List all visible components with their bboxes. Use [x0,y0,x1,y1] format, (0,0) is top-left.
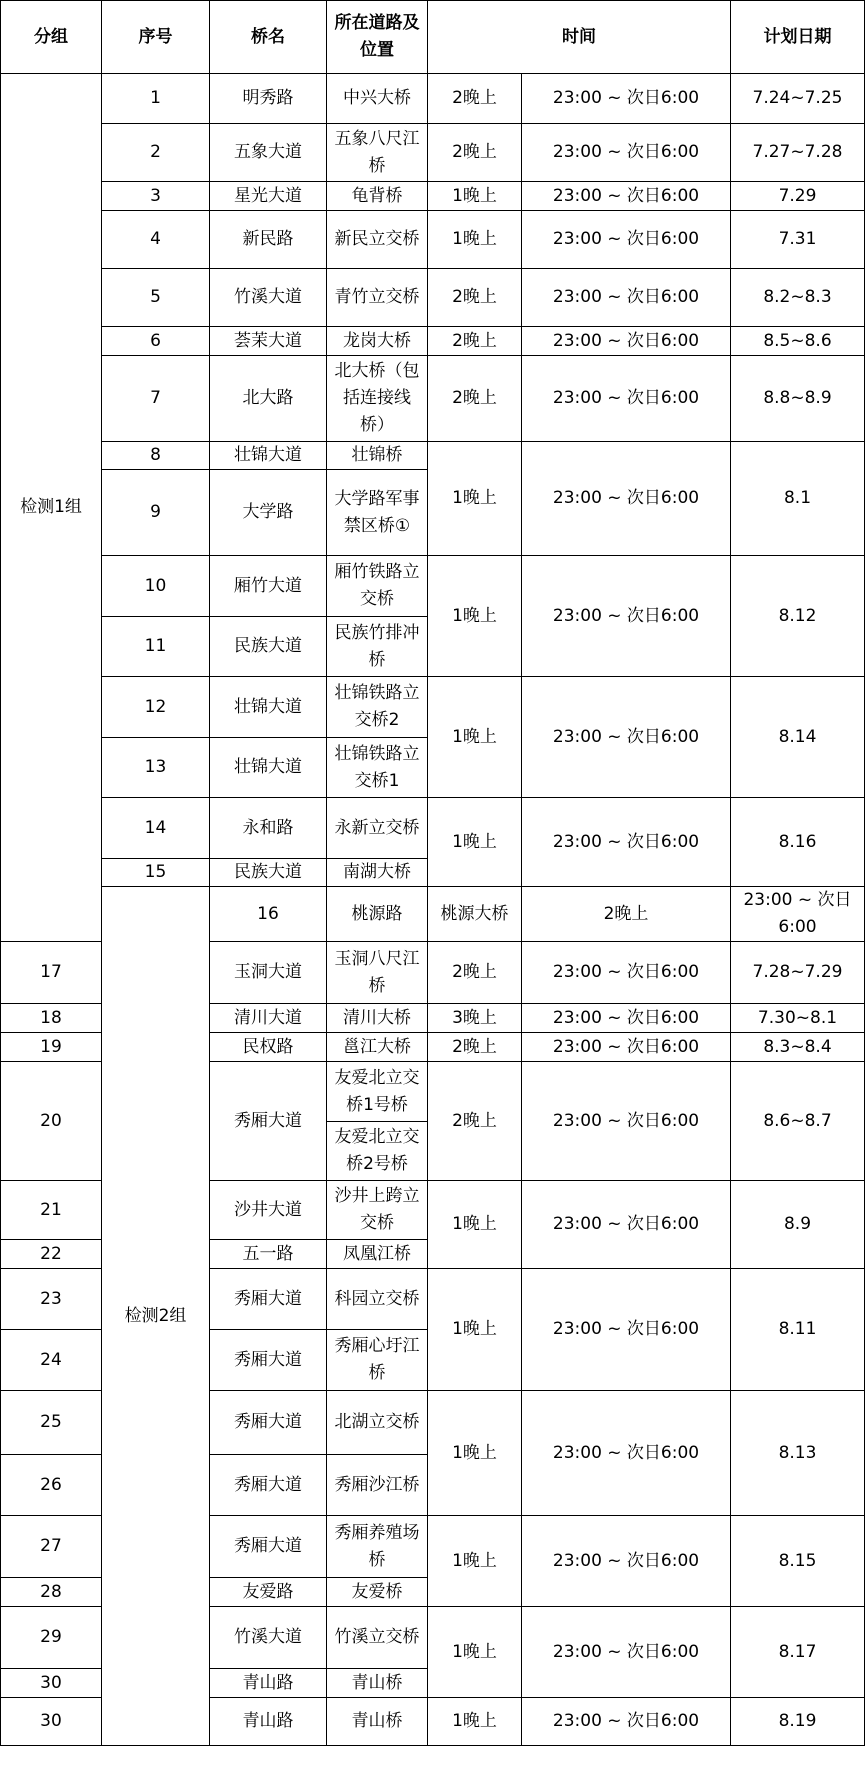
bridge-cell: 南湖大桥 [327,859,428,887]
nights-cell: 2晚上 [428,74,522,124]
road-cell: 北大路 [210,356,327,442]
road-cell: 民权路 [210,1033,327,1062]
time-cell: 23:00 ~ 次日6:00 [522,677,731,798]
road-cell: 大学路 [210,470,327,556]
nights-cell: 1晚上 [428,1607,522,1698]
row-index: 12 [102,677,210,738]
row-index: 25 [1,1391,102,1455]
date-cell: 7.29 [731,182,865,211]
road-cell: 秀厢大道 [210,1516,327,1578]
table-row [1,74,865,124]
road-cell: 秀厢大道 [210,1330,327,1391]
row-index: 1 [102,74,210,124]
bridge-cell: 友爱桥 [327,1578,428,1607]
time-cell: 23:00 ~ 次日6:00 [522,1516,731,1607]
road-cell: 青山路 [210,1669,327,1698]
time-cell: 23:00 ~ 次日6:00 [522,182,731,211]
time-cell: 23:00 ~ 次日6:00 [522,1033,731,1062]
time-cell: 23:00 ~ 次日6:00 [522,1698,731,1746]
table-row [1,356,865,442]
nights-cell: 2晚上 [428,942,522,1004]
date-cell: 7.28~7.29 [731,942,865,1004]
bridge-cell: 邕江大桥 [327,1033,428,1062]
bridge-cell: 友爱北立交桥1号桥 [327,1062,428,1122]
date-cell: 8.6~8.7 [731,1062,865,1181]
nights-cell: 2晚上 [428,1033,522,1062]
date-cell: 8.19 [731,1698,865,1746]
bridge-cell: 北湖立交桥 [327,1391,428,1455]
nights-cell: 1晚上 [428,798,522,887]
road-cell: 新民路 [210,211,327,269]
row-index: 9 [102,470,210,556]
road-cell: 厢竹大道 [210,556,327,617]
road-cell: 秀厢大道 [210,1062,327,1181]
nights-cell: 1晚上 [428,182,522,211]
time-cell: 23:00 ~ 次日6:00 [522,798,731,887]
row-index: 3 [102,182,210,211]
nights-cell: 1晚上 [428,556,522,677]
nights-cell: 2晚上 [428,327,522,356]
group-cell: 检测2组 [102,887,210,1746]
date-cell: 7.31 [731,211,865,269]
time-cell: 23:00 ~ 次日6:00 [522,942,731,1004]
bridge-cell: 永新立交桥 [327,798,428,859]
time-cell: 23:00 ~ 次日6:00 [522,1607,731,1698]
bridge-cell: 壮锦铁路立交桥1 [327,738,428,798]
row-index: 27 [1,1516,102,1578]
row-index: 15 [102,859,210,887]
row-index: 14 [102,798,210,859]
road-cell: 壮锦大道 [210,738,327,798]
road-cell: 五象大道 [210,124,327,182]
bridge-cell: 壮锦桥 [327,442,428,470]
time-cell: 23:00 ~ 次日6:00 [522,356,731,442]
bridge-cell: 清川大桥 [327,1004,428,1033]
time-cell: 23:00 ~ 次日6:00 [522,211,731,269]
road-cell: 竹溪大道 [210,1607,327,1669]
bridge-cell: 友爱北立交桥2号桥 [327,1122,428,1181]
time-cell: 23:00 ~ 次日6:00 [522,1181,731,1269]
row-index: 29 [1,1607,102,1669]
row-index: 11 [102,617,210,677]
bridge-cell: 大学路军事禁区桥① [327,470,428,556]
row-index: 23 [1,1269,102,1330]
time-cell: 23:00 ~ 次日6:00 [522,1004,731,1033]
header-bridge: 桥名 [210,1,327,74]
bridge-cell: 壮锦铁路立交桥2 [327,677,428,738]
road-cell: 青山路 [210,1698,327,1746]
road-cell: 竹溪大道 [210,269,327,327]
bridge-cell: 沙井上跨立交桥 [327,1181,428,1240]
road-cell: 秀厢大道 [210,1269,327,1330]
road-cell: 友爱路 [210,1578,327,1607]
nights-cell: 2晚上 [428,356,522,442]
date-cell: 8.12 [731,556,865,677]
row-index: 26 [1,1455,102,1516]
row-index: 20 [1,1062,102,1181]
date-cell: 8.1 [731,442,865,556]
row-index: 8 [102,442,210,470]
nights-cell: 2晚上 [522,887,731,942]
date-cell: 8.14 [731,677,865,798]
date-cell: 8.13 [731,1391,865,1516]
row-index: 18 [1,1004,102,1033]
table-row [1,269,865,327]
road-cell: 玉洞大道 [210,942,327,1004]
time-cell: 23:00 ~ 次日6:00 [522,327,731,356]
table-row [1,798,865,859]
road-cell: 壮锦大道 [210,442,327,470]
road-cell: 民族大道 [210,617,327,677]
time-cell: 23:00 ~ 次日6:00 [522,1391,731,1516]
road-cell: 壮锦大道 [210,677,327,738]
header-group: 分组 [1,1,102,74]
bridge-cell: 桃源大桥 [428,887,522,942]
row-index: 5 [102,269,210,327]
time-cell: 23:00 ~ 次日6:00 [731,887,865,942]
table-row [1,182,865,211]
bridge-cell: 中兴大桥 [327,74,428,124]
time-cell: 23:00 ~ 次日6:00 [522,269,731,327]
road-cell: 桃源路 [327,887,428,942]
row-index: 21 [1,1181,102,1240]
header-location: 所在道路及位置 [327,1,428,74]
table-row [1,327,865,356]
row-index: 10 [102,556,210,617]
date-cell: 8.5~8.6 [731,327,865,356]
nights-cell: 1晚上 [428,1698,522,1746]
date-cell: 8.9 [731,1181,865,1269]
date-cell: 8.15 [731,1516,865,1607]
road-cell: 荟茉大道 [210,327,327,356]
row-index: 13 [102,738,210,798]
date-cell: 8.8~8.9 [731,356,865,442]
bridge-cell: 青竹立交桥 [327,269,428,327]
date-cell: 8.2~8.3 [731,269,865,327]
date-cell: 7.24~7.25 [731,74,865,124]
road-cell: 沙井大道 [210,1181,327,1240]
time-cell: 23:00 ~ 次日6:00 [522,1269,731,1391]
road-cell: 五一路 [210,1240,327,1269]
bridge-cell: 青山桥 [327,1698,428,1746]
bridge-cell: 民族竹排冲桥 [327,617,428,677]
bridge-cell: 秀厢养殖场桥 [327,1516,428,1578]
nights-cell: 1晚上 [428,1391,522,1516]
row-index: 28 [1,1578,102,1607]
row-index: 17 [1,942,102,1004]
bridge-cell: 凤凰江桥 [327,1240,428,1269]
row-index: 4 [102,211,210,269]
road-cell: 永和路 [210,798,327,859]
row-index: 24 [1,1330,102,1391]
table-row [1,556,865,617]
header-index: 序号 [102,1,210,74]
time-cell: 23:00 ~ 次日6:00 [522,442,731,556]
date-cell: 7.30~8.1 [731,1004,865,1033]
table-row [1,677,865,738]
group-cell: 检测1组 [1,74,102,942]
time-cell: 23:00 ~ 次日6:00 [522,124,731,182]
road-cell: 星光大道 [210,182,327,211]
date-cell: 8.16 [731,798,865,887]
row-index: 2 [102,124,210,182]
table-row [1,887,865,942]
table-row [1,211,865,269]
bridge-cell: 五象八尺江桥 [327,124,428,182]
bridge-cell: 竹溪立交桥 [327,1607,428,1669]
row-index: 6 [102,327,210,356]
bridge-cell: 龙岗大桥 [327,327,428,356]
date-cell: 7.27~7.28 [731,124,865,182]
table-row [1,442,865,470]
road-cell: 明秀路 [210,74,327,124]
bridge-cell: 玉洞八尺江桥 [327,942,428,1004]
nights-cell: 2晚上 [428,1062,522,1181]
date-cell: 8.17 [731,1607,865,1698]
road-cell: 清川大道 [210,1004,327,1033]
nights-cell: 2晚上 [428,269,522,327]
bridge-cell: 新民立交桥 [327,211,428,269]
bridge-cell: 青山桥 [327,1669,428,1698]
time-cell: 23:00 ~ 次日6:00 [522,1062,731,1181]
bridge-cell: 厢竹铁路立交桥 [327,556,428,617]
row-index: 19 [1,1033,102,1062]
date-cell: 8.11 [731,1269,865,1391]
bridge-cell: 科园立交桥 [327,1269,428,1330]
bridge-cell: 北大桥（包括连接线桥） [327,356,428,442]
row-index: 7 [102,356,210,442]
time-cell: 23:00 ~ 次日6:00 [522,556,731,677]
nights-cell: 1晚上 [428,1181,522,1269]
road-cell: 秀厢大道 [210,1455,327,1516]
header-date: 计划日期 [731,1,865,74]
nights-cell: 3晚上 [428,1004,522,1033]
road-cell: 民族大道 [210,859,327,887]
table-row [1,124,865,182]
row-index: 22 [1,1240,102,1269]
row-index: 30 [1,1698,102,1746]
bridge-cell: 秀厢心圩江桥 [327,1330,428,1391]
nights-cell: 1晚上 [428,1269,522,1391]
header-time: 时间 [428,1,731,74]
road-cell: 秀厢大道 [210,1391,327,1455]
nights-cell: 1晚上 [428,442,522,556]
nights-cell: 1晚上 [428,211,522,269]
bridge-cell: 龟背桥 [327,182,428,211]
time-cell: 23:00 ~ 次日6:00 [522,74,731,124]
nights-cell: 1晚上 [428,1516,522,1607]
row-index: 30 [1,1669,102,1698]
date-cell: 8.3~8.4 [731,1033,865,1062]
nights-cell: 2晚上 [428,124,522,182]
row-index: 16 [210,887,327,942]
nights-cell: 1晚上 [428,677,522,798]
bridge-cell: 秀厢沙江桥 [327,1455,428,1516]
